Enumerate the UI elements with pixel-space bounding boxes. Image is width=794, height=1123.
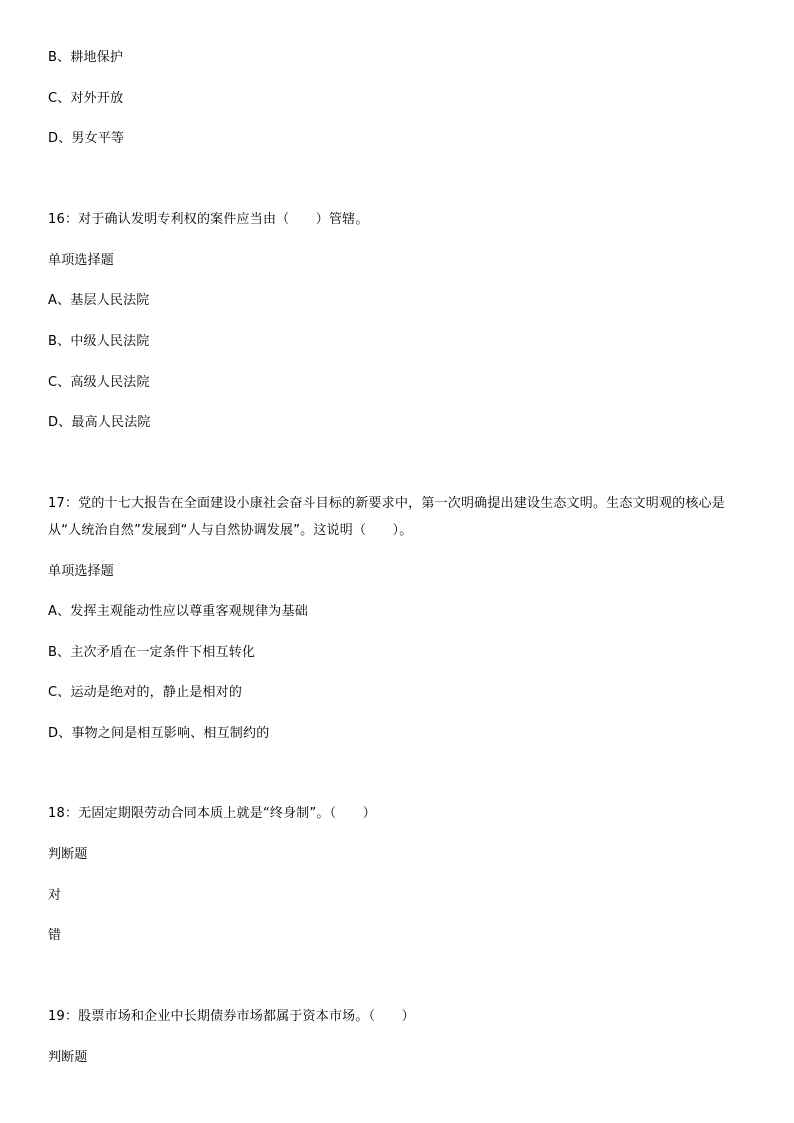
q18-option-false: 错 [48, 928, 62, 943]
q17-option-c: C、运动是绝对的，静止是相对的 [48, 685, 243, 700]
q15-option-c: C、对外开放 [48, 91, 124, 106]
q18-option-true: 对 [48, 888, 62, 903]
q18-stem: 18：无固定期限劳动合同本质上就是“终身制”。（ ） [48, 806, 376, 821]
q16-stem: 16：对于确认发明专利权的案件应当由（ ）管辖。 [48, 212, 369, 227]
q19-stem: 19：股票市场和企业中长期债券市场都属于资本市场。（ ） [48, 1009, 415, 1024]
q17-option-a: A、发挥主观能动性应以尊重客观规律为基础 [48, 604, 308, 619]
q17-option-d: D、事物之间是相互影响、相互制约的 [48, 726, 270, 741]
q16-option-c: C、高级人民法院 [48, 375, 150, 390]
q19-type: 判断题 [48, 1050, 88, 1065]
q18-type: 判断题 [48, 847, 88, 862]
q17-type: 单项选择题 [48, 564, 115, 579]
q16-option-a: A、基层人民法院 [48, 293, 150, 308]
q17-stem: 17：党的十七大报告在全面建设小康社会奋斗目标的新要求中，第一次明确提出建设生态文明。生态文明观的核心是从“人统治自然”发展到“人与自然协调发展”。这说明（ ）。 [48, 496, 725, 538]
q16-option-d: D、最高人民法院 [48, 415, 151, 430]
q17-option-b: B、主次矛盾在一定条件下相互转化 [48, 645, 256, 660]
q15-option-d: D、男女平等 [48, 131, 125, 146]
q15-option-b: B、耕地保护 [48, 50, 124, 65]
q16-option-b: B、中级人民法院 [48, 334, 150, 349]
q16-type: 单项选择题 [48, 253, 115, 268]
